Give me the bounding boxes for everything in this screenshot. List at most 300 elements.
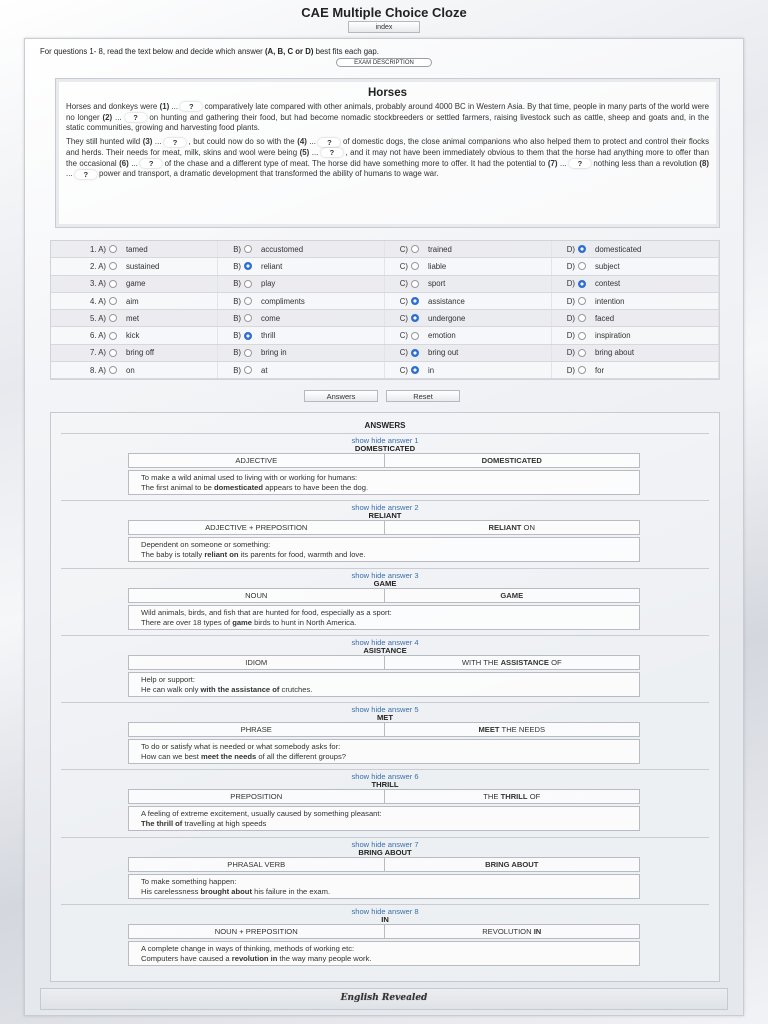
option-letter — [51, 314, 109, 323]
option-letter-text: D) — [566, 279, 575, 289]
option-cell[interactable] — [552, 362, 719, 378]
answer-category — [128, 588, 385, 603]
answer-segment: THE NEEDS — [499, 725, 546, 735]
option-cell[interactable] — [552, 327, 719, 343]
option-letter-text: A) — [98, 244, 106, 254]
radio-button[interactable] — [244, 349, 252, 357]
answer-segment: THRILL — [500, 792, 528, 802]
show-hide-answer-link[interactable]: show hide answer 5 — [351, 705, 419, 715]
answer-category-row — [128, 588, 640, 603]
option-text: play — [261, 279, 276, 289]
answers-list — [51, 433, 719, 971]
option-letter-text: C) — [399, 331, 408, 341]
option-letter — [385, 314, 411, 323]
option-text: intention — [595, 296, 625, 306]
passage-text: of the chase and a different type of meat. The horse did have something more to offer. It had the potential to — [162, 158, 548, 168]
show-hide-answer-link[interactable]: show hide answer 7 — [351, 839, 419, 849]
option-cell[interactable] — [385, 293, 552, 309]
radio-button[interactable] — [578, 262, 586, 270]
option-letter-text: A) — [98, 261, 106, 271]
answer-segment: RELIANT — [488, 523, 522, 533]
option-letter-text: D) — [566, 296, 575, 306]
answer-category — [128, 789, 385, 804]
index-button[interactable]: index — [348, 21, 420, 33]
option-cell[interactable] — [552, 345, 719, 361]
answers-panel — [50, 412, 720, 982]
option-letter-text: C) — [399, 279, 408, 289]
option-letter — [552, 366, 578, 375]
option-letter — [218, 297, 244, 306]
option-letter — [552, 297, 578, 306]
radio-selected[interactable] — [578, 245, 586, 253]
option-text: bring out — [428, 348, 459, 358]
option-text: subject — [595, 261, 620, 271]
option-letter-text: C) — [399, 261, 408, 271]
answer-category-row — [128, 722, 640, 737]
example-segment: The first animal to be — [141, 483, 215, 492]
option-letter — [552, 279, 578, 288]
show-hide-answer-link[interactable]: show hide answer 6 — [351, 772, 419, 782]
option-letter-text: C) — [399, 296, 408, 306]
option-letter-text: A) — [98, 331, 106, 341]
option-text: liable — [428, 261, 447, 271]
radio-button[interactable] — [411, 262, 419, 270]
answer-definition — [128, 605, 640, 630]
question-row — [51, 258, 719, 275]
option-text: contest — [595, 279, 621, 289]
answer-segment: PHRASE — [240, 725, 272, 735]
option-cell[interactable] — [385, 362, 552, 378]
radio-button[interactable] — [244, 280, 252, 288]
radio-button[interactable] — [411, 280, 419, 288]
show-hide-answer-link[interactable]: show hide answer 2 — [351, 503, 419, 513]
option-cell[interactable] — [218, 258, 385, 274]
option-cell[interactable] — [51, 345, 218, 361]
radio-button[interactable] — [109, 297, 117, 305]
show-hide-answer-link[interactable]: show hide answer 8 — [351, 907, 419, 917]
answer-collocation — [385, 789, 641, 804]
example-segment: His carelessness — [141, 886, 201, 896]
question-row — [51, 276, 719, 293]
option-letter — [51, 245, 109, 254]
gap-ellipsis: ... — [112, 112, 125, 122]
question-row — [51, 241, 719, 258]
definition-line: Wild animals, birds, and fish that are hunted for food, especially as a sport: — [141, 607, 392, 617]
radio-button[interactable] — [578, 366, 586, 374]
example-line — [141, 887, 627, 897]
example-segment: birds to hunt in North America. — [252, 617, 357, 627]
definition-line: To do or satisfy what is needed or what somebody asks for: — [141, 742, 341, 752]
gap-ellipsis: ... — [66, 169, 75, 179]
radio-button[interactable] — [109, 262, 117, 270]
option-cell[interactable] — [385, 258, 552, 274]
question-number: 2. — [89, 261, 97, 271]
option-letter-text: C) — [399, 313, 408, 323]
option-letter — [51, 366, 109, 375]
radio-selected[interactable] — [411, 349, 419, 357]
option-cell[interactable] — [51, 293, 218, 309]
example-segment: reliant on — [204, 550, 239, 560]
gap-number: (7) — [547, 158, 558, 168]
exam-description-button[interactable]: EXAM DESCRIPTION — [336, 58, 432, 67]
gap-placeholder[interactable]: ? — [125, 113, 147, 122]
answers-button[interactable]: Answers — [304, 390, 378, 402]
definition-line: A feeling of extreme excitement, usually caused by something pleasant: — [141, 809, 382, 819]
answer-definition — [128, 672, 640, 697]
passage-paragraph-1 — [66, 102, 709, 134]
question-number: 8. — [89, 365, 97, 375]
example-line — [141, 819, 627, 829]
example-segment: meet the needs — [200, 752, 257, 762]
option-letter — [218, 314, 244, 323]
gap-number: (2) — [102, 112, 113, 122]
option-cell[interactable] — [218, 310, 385, 326]
question-table — [50, 240, 720, 380]
option-letter-text: C) — [399, 365, 408, 375]
passage-text: Horses and donkeys were — [66, 102, 160, 111]
question-row — [51, 293, 719, 310]
example-segment: Computers have caused a — [141, 954, 232, 964]
question-row — [51, 362, 719, 379]
action-buttons — [304, 390, 460, 402]
answer-category-row — [128, 520, 640, 535]
answer-segment: IN — [533, 927, 542, 937]
option-text: emotion — [428, 331, 456, 341]
option-cell[interactable] — [218, 327, 385, 343]
answer-definition — [128, 941, 640, 966]
option-letter — [385, 348, 411, 357]
answer-collocation — [385, 453, 641, 468]
answer-segment: PREPOSITION — [230, 792, 283, 802]
option-letter-text: D) — [566, 365, 575, 375]
option-cell[interactable] — [385, 345, 552, 361]
option-text: compliments — [261, 296, 305, 306]
example-segment: his failure in the exam. — [251, 886, 331, 896]
answer-block — [61, 769, 709, 836]
option-cell[interactable] — [552, 241, 719, 257]
option-letter — [552, 262, 578, 271]
gap-placeholder[interactable]: ? — [164, 138, 186, 147]
option-cell[interactable] — [218, 293, 385, 309]
gap-placeholder[interactable]: ? — [318, 138, 340, 147]
radio-button[interactable] — [244, 366, 252, 374]
radio-selected[interactable] — [578, 280, 586, 288]
example-line — [141, 685, 627, 695]
answer-category-row — [128, 857, 640, 872]
option-text: bring off — [126, 348, 155, 358]
option-letter — [385, 279, 411, 288]
example-segment: The baby is totally — [141, 550, 205, 560]
option-text: met — [126, 313, 139, 323]
footer-bar — [40, 988, 728, 1010]
radio-button[interactable] — [578, 314, 586, 322]
option-cell[interactable] — [51, 310, 218, 326]
option-cell[interactable] — [51, 362, 218, 378]
option-letter — [385, 297, 411, 306]
answer-segment: OF — [527, 792, 541, 802]
option-letter — [218, 245, 244, 254]
example-segment: crutches. — [279, 684, 313, 694]
option-letter — [51, 297, 109, 306]
passage-text: of domestic dogs, the close animal companions who also helped them to protect and control their flocks and herds. Their needs for meat, milk, skins and wool were being — [66, 137, 710, 157]
gap-ellipsis: ... — [306, 137, 319, 147]
option-text: kick — [126, 331, 140, 341]
answer-segment: DOMESTICATED — [481, 456, 542, 465]
option-text: sport — [428, 279, 446, 289]
option-cell[interactable] — [51, 258, 218, 274]
option-cell[interactable] — [552, 258, 719, 274]
option-text: bring about — [595, 348, 635, 358]
radio-button[interactable] — [578, 332, 586, 340]
option-text: sustained — [126, 261, 160, 271]
answer-segment: GAME — [500, 590, 524, 600]
option-cell[interactable] — [218, 276, 385, 292]
answer-block — [61, 904, 709, 971]
answer-word: THRILL — [371, 780, 399, 790]
answer-word: MET — [376, 713, 394, 723]
radio-button[interactable] — [244, 297, 252, 305]
option-cell[interactable] — [385, 241, 552, 257]
passage-title: Horses — [368, 87, 407, 99]
answer-collocation — [385, 924, 641, 939]
option-letter-text: B) — [233, 348, 241, 358]
example-segment: How can we best — [141, 752, 201, 762]
question-row — [51, 327, 719, 344]
definition-line: Help or support: — [141, 674, 196, 684]
radio-selected[interactable] — [244, 332, 252, 340]
option-letter — [385, 331, 411, 340]
radio-button[interactable] — [411, 332, 419, 340]
option-letter — [51, 348, 109, 357]
answer-segment: PHRASAL VERB — [227, 859, 286, 869]
option-letter — [385, 245, 411, 254]
answer-category-row — [128, 789, 640, 804]
option-text: aim — [126, 296, 139, 306]
question-row — [51, 310, 719, 327]
answer-category — [128, 520, 385, 535]
option-letter-text: B) — [233, 331, 241, 341]
option-cell[interactable] — [552, 310, 719, 326]
example-segment: brought about — [200, 886, 252, 896]
option-letter-text: C) — [399, 244, 408, 254]
answer-category-row — [128, 453, 640, 468]
option-letter — [218, 348, 244, 357]
answer-collocation — [385, 722, 641, 737]
answer-definition — [128, 806, 640, 831]
english-revealed-logo: English Revealed — [340, 993, 428, 1003]
show-hide-answer-link[interactable]: show hide answer 1 — [351, 436, 419, 445]
option-letter — [218, 262, 244, 271]
option-text: thrill — [261, 331, 276, 341]
answer-detail — [128, 588, 640, 630]
option-cell[interactable] — [51, 327, 218, 343]
answer-block — [61, 702, 709, 769]
example-segment: with the assistance of — [200, 684, 280, 694]
show-hide-answer-link[interactable]: show hide answer 3 — [351, 570, 419, 580]
radio-button[interactable] — [109, 366, 117, 374]
passage-text: comparatively late compared with other animals, probably around 4000 BC in Western Asia. By that time, people in many parts of the world were no longer — [66, 102, 709, 122]
option-text: trained — [428, 244, 452, 254]
option-cell[interactable] — [385, 327, 552, 343]
option-letter-text: D) — [566, 331, 575, 341]
question-number: 5. — [89, 313, 97, 323]
radio-button[interactable] — [109, 245, 117, 253]
example-segment: The thrill of — [141, 819, 183, 829]
option-letter-text: B) — [233, 279, 241, 289]
answer-word: BRING ABOUT — [358, 847, 412, 857]
gap-placeholder[interactable]: ? — [321, 148, 343, 157]
gap-number: (4) — [297, 137, 307, 147]
answer-collocation — [385, 655, 641, 670]
example-segment: domesticated — [214, 483, 263, 492]
passage-text: They still hunted wild — [66, 137, 143, 147]
gap-placeholder[interactable]: ? — [180, 102, 202, 111]
passage-text: , and it may not have been immediately obvious to them that the horse had anything more to offer than the occasional — [66, 147, 709, 168]
option-cell[interactable] — [385, 276, 552, 292]
radio-button[interactable] — [244, 245, 252, 253]
answer-segment: ADJECTIVE + PREPOSITION — [205, 523, 308, 533]
answer-segment: ASSISTANCE — [500, 657, 549, 667]
option-cell[interactable] — [218, 362, 385, 378]
answers-heading: ANSWERS — [364, 421, 406, 430]
answer-word: IN — [381, 915, 389, 925]
option-cell[interactable] — [552, 293, 719, 309]
option-text: accustomed — [261, 244, 304, 254]
option-letter-text: A) — [98, 365, 106, 375]
radio-button[interactable] — [109, 332, 117, 340]
radio-selected[interactable] — [411, 314, 419, 322]
answer-block — [61, 500, 709, 567]
answer-detail — [128, 453, 640, 495]
option-letter-text: B) — [233, 244, 241, 254]
answer-collocation — [385, 857, 641, 872]
passage-box — [55, 78, 720, 228]
radio-button[interactable] — [109, 280, 117, 288]
option-cell[interactable] — [51, 241, 218, 257]
gap-number: (5) — [299, 147, 310, 157]
question-number: 6. — [89, 331, 97, 341]
option-letter — [51, 279, 109, 288]
answer-definition — [128, 874, 640, 899]
option-letter — [385, 366, 411, 375]
instructions-text-pre: For questions 1- 8, read the text below and decide which answer — [40, 47, 265, 56]
gap-ellipsis: ... — [557, 158, 569, 168]
gap-placeholder[interactable]: ? — [75, 170, 97, 179]
definition-line: A complete change in ways of thinking, methods of working etc: — [141, 944, 355, 954]
answer-collocation — [385, 588, 641, 603]
option-cell[interactable] — [552, 276, 719, 292]
answer-detail — [128, 520, 640, 562]
option-text: game — [126, 279, 146, 289]
answer-block — [61, 837, 709, 904]
example-line — [141, 954, 627, 964]
answer-category — [128, 857, 385, 872]
option-letter-text: B) — [233, 365, 241, 375]
answer-detail — [128, 857, 640, 899]
example-line — [141, 483, 627, 493]
option-text: faced — [595, 313, 615, 323]
answer-category-row — [128, 924, 640, 939]
option-text: reliant — [261, 261, 283, 271]
answer-category — [128, 722, 385, 737]
option-cell[interactable] — [218, 345, 385, 361]
example-line — [141, 550, 627, 560]
radio-button[interactable] — [109, 314, 117, 322]
passage-text: , but could now do so with the — [185, 137, 298, 147]
answer-detail — [128, 789, 640, 831]
radio-button[interactable] — [244, 314, 252, 322]
radio-selected[interactable] — [244, 262, 252, 270]
answer-definition — [128, 470, 640, 495]
radio-button[interactable] — [578, 297, 586, 305]
answer-segment: IDIOM — [245, 657, 268, 667]
example-segment: He can walk only — [141, 684, 201, 694]
gap-placeholder[interactable]: ? — [140, 159, 162, 168]
option-letter-text: B) — [233, 296, 241, 306]
definition-line: To make something happen: — [141, 876, 237, 886]
gap-number: (1) — [159, 102, 170, 111]
answer-segment: NOUN + PREPOSITION — [214, 927, 298, 937]
option-letter-text: B) — [233, 313, 241, 323]
example-segment: appears to have been the dog. — [262, 483, 369, 492]
radio-selected[interactable] — [411, 297, 419, 305]
example-segment: the way many people work. — [277, 954, 372, 964]
answer-segment: ON — [521, 523, 535, 533]
radio-selected[interactable] — [411, 366, 419, 374]
answer-segment: ADJECTIVE — [235, 456, 278, 465]
radio-button[interactable] — [109, 349, 117, 357]
option-letter — [385, 262, 411, 271]
option-text: assistance — [428, 296, 465, 306]
question-row — [51, 345, 719, 362]
answer-segment: BRING ABOUT — [485, 859, 539, 869]
instructions-text-bold: (A, B, C or D) — [264, 47, 314, 56]
answer-word: DOMESTICATED — [354, 444, 416, 453]
radio-button[interactable] — [578, 349, 586, 357]
question-number: 7. — [89, 348, 97, 358]
option-text: on — [126, 365, 135, 375]
option-letter-text: D) — [566, 348, 575, 358]
option-letter — [552, 314, 578, 323]
option-letter — [218, 366, 244, 375]
answer-category-row — [128, 655, 640, 670]
example-segment: revolution in — [231, 954, 278, 964]
answer-segment: REVOLUTION — [482, 927, 534, 937]
option-cell[interactable] — [51, 276, 218, 292]
option-text: for — [595, 365, 605, 375]
reset-button[interactable]: Reset — [386, 390, 460, 402]
radio-button[interactable] — [411, 245, 419, 253]
answer-category — [128, 655, 385, 670]
answer-segment: MEET — [478, 725, 500, 735]
option-letter-text: B) — [233, 261, 241, 271]
gap-ellipsis: ... — [152, 137, 164, 147]
question-number: 1. — [89, 244, 97, 254]
option-cell[interactable] — [385, 310, 552, 326]
answer-segment: WITH THE — [461, 657, 501, 667]
example-segment: There are over 18 types of — [141, 617, 233, 627]
example-line — [141, 752, 627, 762]
option-letter-text: D) — [566, 313, 575, 323]
gap-placeholder[interactable]: ? — [569, 159, 591, 168]
answer-segment: OF — [548, 657, 562, 667]
option-text: inspiration — [595, 331, 631, 341]
option-cell[interactable] — [218, 241, 385, 257]
answer-detail — [128, 655, 640, 697]
show-hide-answer-link[interactable]: show hide answer 4 — [351, 637, 419, 647]
passage-text: power and transport, a dramatic development that transformed the ability of humans to wage war. — [96, 169, 439, 179]
answer-word: RELIANT — [368, 511, 402, 521]
